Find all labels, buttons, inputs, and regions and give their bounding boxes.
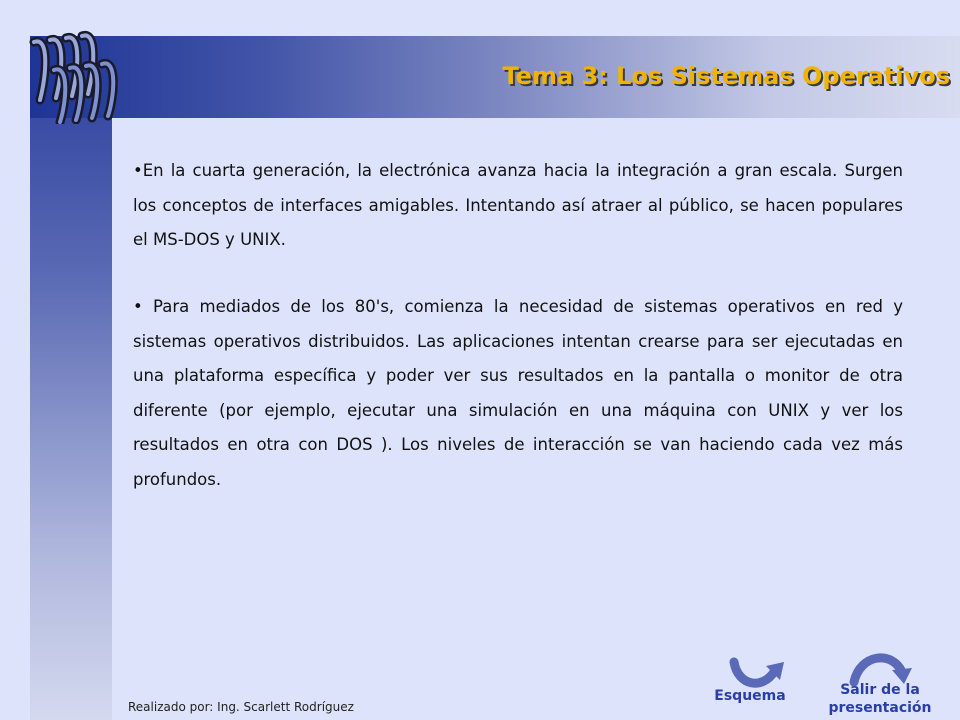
exit-presentation-button[interactable] [810,650,950,720]
author-credit: Realizado por: Ing. Scarlett Rodríguez [128,700,354,714]
wave-logo-icon [26,30,124,124]
exit-label-line1: Salir de la [840,682,920,698]
esquema-label: Esquema [714,688,786,704]
esquema-button[interactable] [700,652,800,708]
curved-arrow-up-icon [728,656,788,690]
exit-label-line2: presentación [828,700,932,716]
paragraph-distributed-systems: • Para mediados de los 80's, comienza la necesidad de sistemas operativos en red y sistemas operativos distribuidos. Las aplicaciones intentan crearse para ser ejecutadas en una plataforma específica y poder ver sus resultados en la pantalla o monitor de otra diferente (por ejemplo, ejecutar una simulación en una máquina con UNIX y ver los resultados en otra con DOS ). Los niveles de interacción se van haciendo cada vez más profundos. [133,297,903,489]
slide-title: Tema 3: Los Sistemas Operativos [502,62,950,90]
paragraph-fourth-generation: •En la cuarta generación, la electrónica avanza hacia la integración a gran escala. Surgen los conceptos de interfaces amigables. Intentando así atraer al público, se hacen populares el MS-DOS y UNIX. [133,161,903,249]
curved-arrow-down-icon [846,652,916,686]
left-decorative-band [30,36,112,720]
